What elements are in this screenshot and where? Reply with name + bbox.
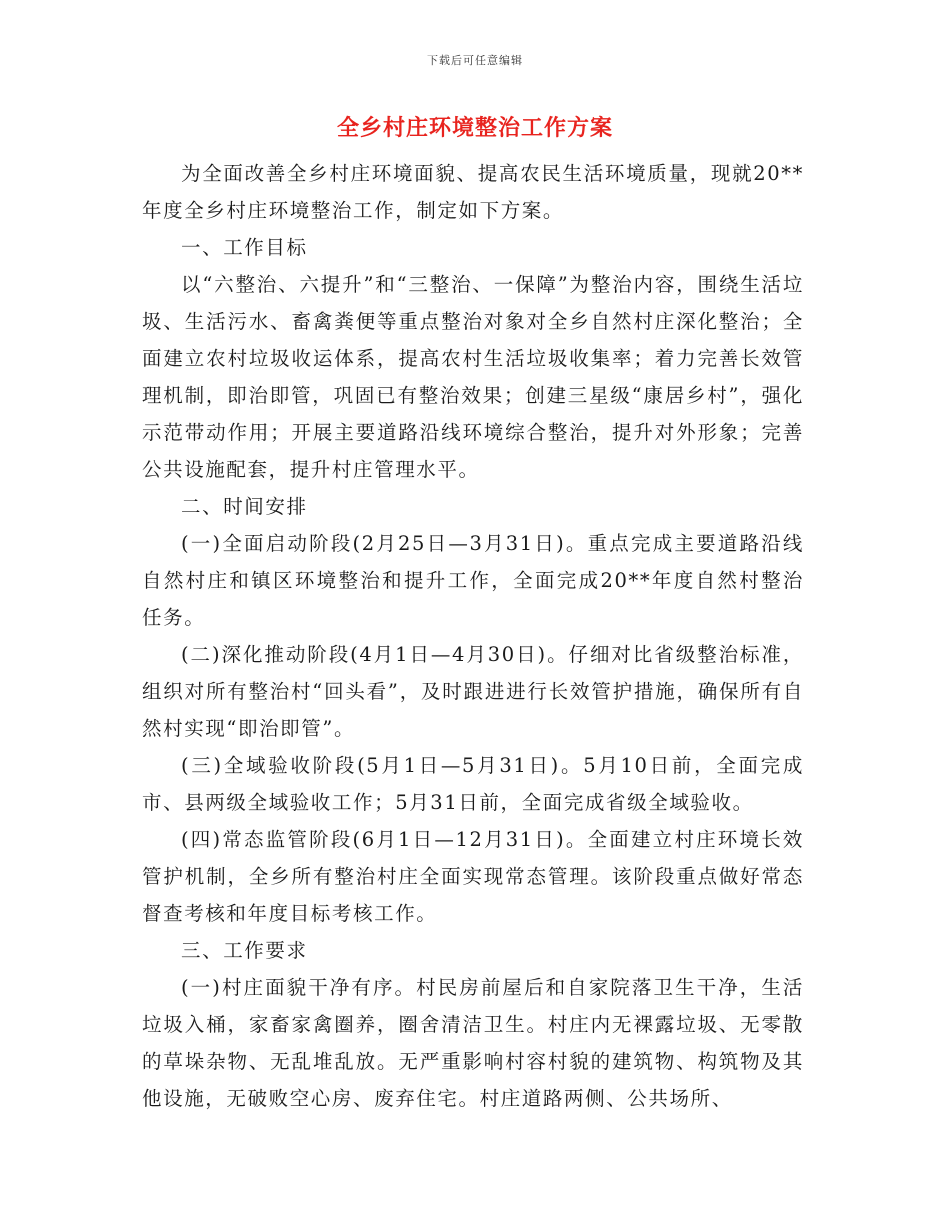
heading-work-goals: 一、工作目标 bbox=[181, 236, 308, 259]
paragraph-phase-2: (二)深化推动阶段(4月1日—4月30日)。仔细对比省级整治标准，组织对所有整治村“回头看”，及时跟进进行长效管护措施，确保所有自然村实现“即治即管”。 bbox=[142, 643, 804, 740]
header-note: 下载后可任意编辑 bbox=[427, 54, 523, 67]
paragraph-phase-4: (四)常态监管阶段(6月1日—12月31日)。全面建立村庄环境长效管护机制，全乡所有整治村庄全面实现常态管理。该阶段重点做好常态督查考核和年度目标考核工作。 bbox=[142, 828, 804, 925]
paragraph-requirement-1: (一)村庄面貌干净有序。村民房前屋后和自家院落卫生干净，生活垃圾入桶，家畜家禽圈养，圈舍清洁卫生。村庄内无裸露垃圾、无零散的草垛杂物、无乱堆乱放。无严重影响村容村貌的建筑物、构筑物及其他设施，无破败空心房、废弃住宅。村庄道路两侧、公共场所、 bbox=[142, 976, 804, 1110]
document-title: 全乡村庄环境整治工作方案 bbox=[336, 115, 613, 141]
paragraph-phase-1: (一)全面启动阶段(2月25日—3月31日)。重点完成主要道路沿线自然村庄和镇区环境整治和提升工作，全面完成20**年度自然村整治任务。 bbox=[142, 532, 804, 629]
paragraph-phase-3: (三)全域验收阶段(5月1日—5月31日)。5月10日前，全面完成市、县两级全域验收工作；5月31日前，全面完成省级全域验收。 bbox=[142, 754, 804, 814]
paragraph-intro: 为全面改善全乡村庄环境面貌、提高农民生活环境质量，现就20**年度全乡村庄环境整治工作，制定如下方案。 bbox=[142, 162, 804, 222]
heading-schedule: 二、时间安排 bbox=[181, 495, 308, 518]
heading-requirements: 三、工作要求 bbox=[181, 939, 308, 962]
paragraph-work-goals: 以“六整治、六提升”和“三整治、一保障”为整治内容，围绕生活垃圾、生活污水、畜禽粪便等重点整治对象对全乡自然村庄深化整治；全面建立农村垃圾收运体系，提高农村生活垃圾收集率；着力完善长效管理机制，即治即管，巩固已有整治效果；创建三星级“康居乡村”，强化示范带动作用；开展主要道路沿线环境综合整治，提升对外形象；完善公共设施配套，提升村庄管理水平。 bbox=[142, 273, 804, 481]
document-body bbox=[142, 155, 804, 1117]
